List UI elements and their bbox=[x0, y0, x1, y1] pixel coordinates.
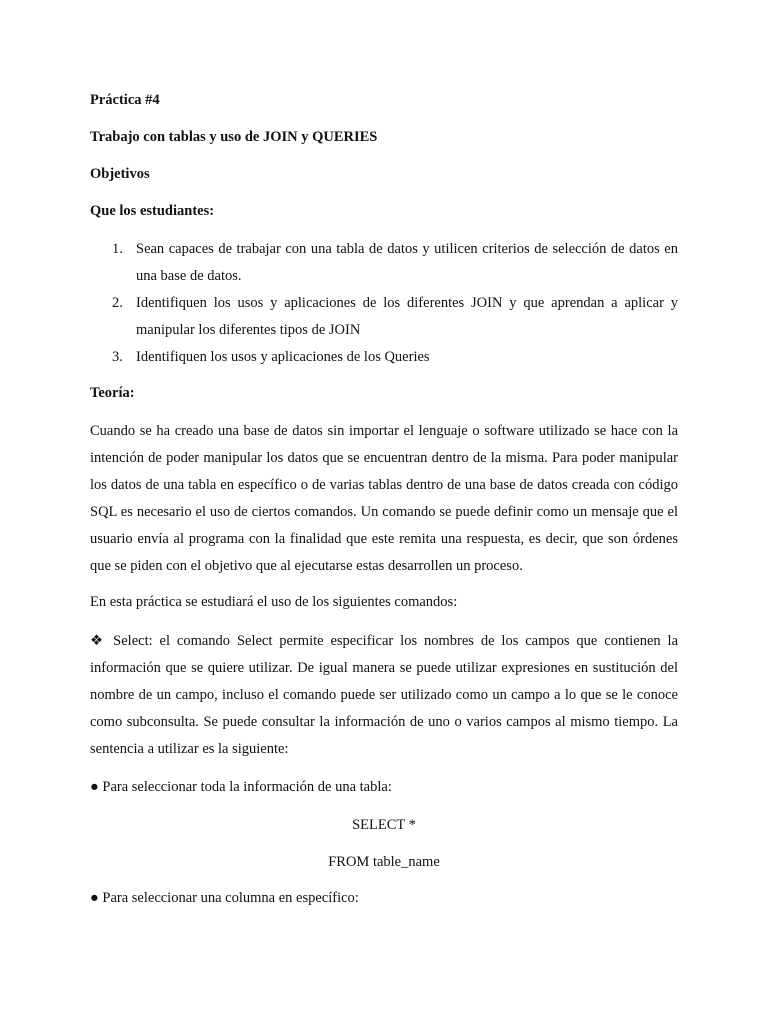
list-item-number: 3. bbox=[112, 349, 123, 365]
list-item-text: Sean capaces de trabajar con una tabla de datos y utilicen criterios de selección de datos en una base de datos. bbox=[136, 241, 678, 284]
students-heading: Que los estudiantes: bbox=[90, 203, 215, 219]
code-select: SELECT * bbox=[352, 817, 416, 833]
practice-heading: Práctica #4 bbox=[90, 92, 160, 108]
select-paragraph: ❖ Select: el comando Select permite especificar los nombres de los campos que contienen la información que se quiere utilizar. De igual manera se puede utilizar expresiones en sustitución del nombre de un campo, incluso el comando puede ser utilizado como un campo a lo que se le conoce como subconsulta. Se puede consultar la información de uno o varios campos al mismo tiempo. La sentencia a utilizar es la siguiente: bbox=[90, 633, 678, 757]
code-from: FROM table_name bbox=[328, 854, 440, 870]
objectives-heading: Objetivos bbox=[90, 166, 150, 182]
commands-intro: En esta práctica se estudiará el uso de los siguientes comandos: bbox=[90, 594, 458, 610]
list-item bbox=[90, 236, 678, 290]
list-item-text: Identifiquen los usos y aplicaciones de los diferentes JOIN y que aprendan a aplicar y manipular los diferentes tipos de JOIN bbox=[136, 295, 678, 338]
bullet-one-column: ● Para seleccionar una columna en específico: bbox=[90, 890, 359, 906]
list-item bbox=[90, 290, 678, 344]
list-item bbox=[90, 344, 678, 371]
list-item-number: 1. bbox=[112, 241, 123, 257]
objectives-list bbox=[90, 236, 678, 371]
list-item-number: 2. bbox=[112, 295, 123, 311]
list-item-text: Identifiquen los usos y aplicaciones de los Queries bbox=[136, 349, 430, 365]
bullet-all-info: ● Para seleccionar toda la información de una tabla: bbox=[90, 779, 392, 795]
practice-title: Trabajo con tablas y uso de JOIN y QUERIES bbox=[90, 129, 378, 145]
theory-heading: Teoría: bbox=[90, 385, 135, 401]
theory-paragraph: Cuando se ha creado una base de datos sin importar el lenguaje o software utilizado se hace con la intención de poder manipular los datos que se encuentran dentro de la misma. Para poder manipular los datos de una tabla en específico o de varias tablas dentro de una base de datos creada con código SQL es necesario el uso de ciertos comandos. Un comando se puede definir como un mensaje que el usuario envía al programa con la finalidad que este remita una respuesta, es decir, que son órdenes que se piden con el objetivo que al ejecutarse estas desarrollen un proceso. bbox=[90, 423, 678, 574]
